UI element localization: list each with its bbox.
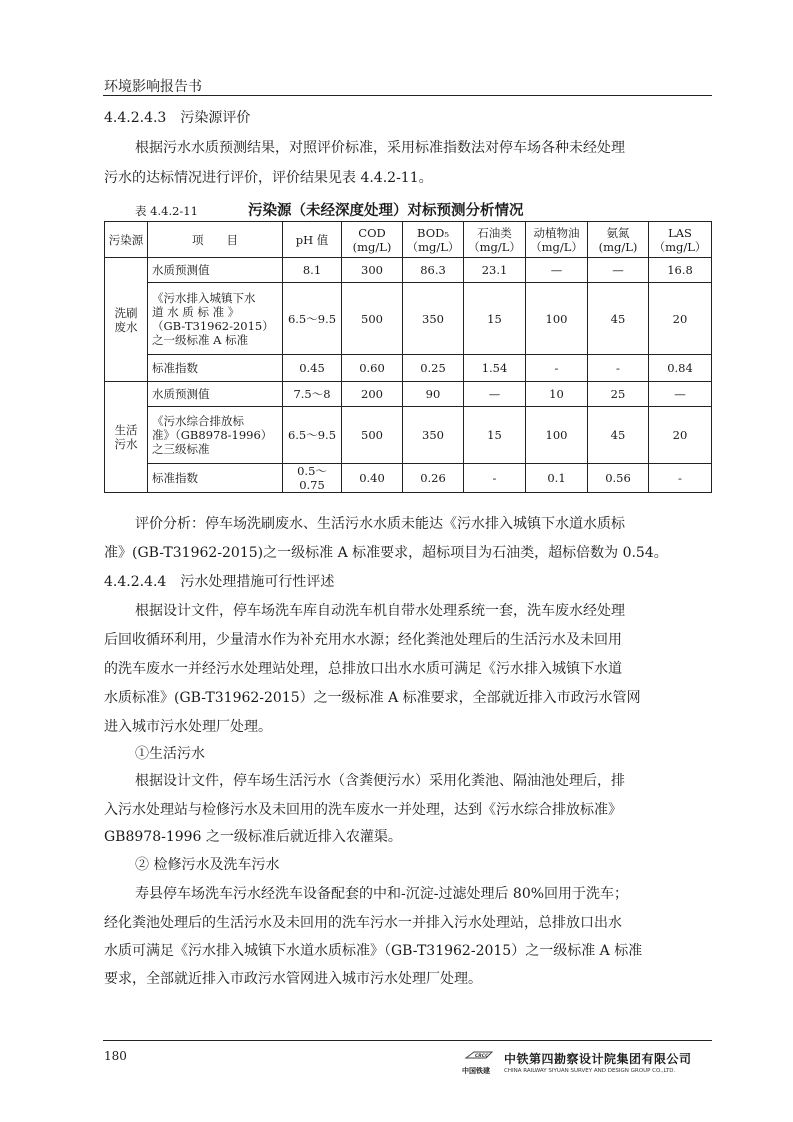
- header-rule: [103, 95, 712, 96]
- value-cell: 6.5～9.5: [283, 407, 342, 464]
- value-cell: 0.40: [342, 464, 403, 493]
- section-heading-4-4-2-4-3: 4.4.2.4.3 污染源评价: [104, 110, 251, 126]
- table-row: [105, 283, 712, 355]
- value-cell: 300: [342, 258, 403, 283]
- value-cell: 100: [526, 407, 588, 464]
- value-cell: 200: [342, 382, 403, 407]
- value-cell: 90: [403, 382, 464, 407]
- cell-text-line: 洗刷: [114, 305, 138, 320]
- paragraph-line: GB8978-1996 之一级标准后就近排入农灌渠。: [104, 829, 402, 845]
- value-cell: 350: [403, 283, 464, 355]
- paragraph-line: 根据设计文件，停车场洗车库自动洗车机自带水处理系统一套，洗车废水经处理: [135, 603, 625, 619]
- value-cell: 0.60: [342, 355, 403, 382]
- item-cell: [148, 283, 283, 355]
- paragraph-line: 进入城市污水处理厂处理。: [104, 719, 272, 735]
- header-bod5: [403, 222, 464, 258]
- value-cell: —: [649, 382, 712, 407]
- table-row: [105, 382, 712, 407]
- paragraph-line: 的洗车废水一并经污水处理站处理，总排放口出水水质可满足《污水排入城镇下水道: [104, 661, 622, 677]
- header-cod: [342, 222, 403, 258]
- value-cell: 6.5～9.5: [283, 283, 342, 355]
- paragraph-line: 污水的达标情况进行评价，评价结果见表 4.4.2-11。: [104, 170, 433, 186]
- paragraph-line: 后回收循环利用，少量清水作为补充用水水源；经化粪池处理后的生活污水及未回用: [104, 632, 622, 648]
- value-cell: -: [526, 355, 588, 382]
- footer-rule: [103, 1040, 712, 1041]
- value-cell: 45: [588, 407, 649, 464]
- cell-text-line: 生活: [114, 423, 138, 437]
- item-cell: [148, 407, 283, 464]
- cell-text-line: LAS: [668, 225, 692, 240]
- source-cell: [105, 258, 148, 382]
- table-row: [105, 407, 712, 464]
- value-cell: 500: [342, 283, 403, 355]
- paragraph-line: 要求，全部就近排入市政污水管网进入城市污水处理厂处理。: [104, 971, 482, 987]
- cell-text-line: BOD₅: [417, 225, 449, 240]
- value-cell: 0.5～0.75: [283, 464, 342, 493]
- document-header-title: 环境影响报告书: [104, 79, 202, 95]
- header-item: [148, 222, 283, 258]
- cell-text-line: (mg/L): [598, 239, 638, 254]
- item-cell: [148, 355, 283, 382]
- cell-text-line: （mg/L）: [406, 239, 460, 254]
- value-cell: 100: [526, 283, 588, 355]
- header-las: [649, 222, 712, 258]
- value-cell: 0.45: [283, 355, 342, 382]
- cell-text-line: 准》（GB8978-1996）: [152, 428, 273, 442]
- value-cell: 10: [526, 382, 588, 407]
- paragraph-line: 根据污水水质预测结果，对照评价标准，采用标准指数法对停车场各种未经处理: [135, 140, 625, 156]
- value-cell: 86.3: [403, 258, 464, 283]
- cell-text-line: pH 值: [295, 232, 329, 247]
- value-cell: 20: [649, 283, 712, 355]
- item-cell: [148, 258, 283, 283]
- value-cell: -: [588, 355, 649, 382]
- cell-text-line: 之一级标准 A 标准: [152, 332, 249, 347]
- header-ammonia-nitrogen: [588, 222, 649, 258]
- subheading-domestic-sewage: ①生活污水: [135, 746, 205, 762]
- value-cell: 350: [403, 407, 464, 464]
- subheading-maintenance-and-wash-sewage: ② 检修污水及洗车污水: [135, 857, 280, 873]
- value-cell: -: [649, 464, 712, 493]
- cell-text-line: 标准指数: [152, 361, 198, 375]
- item-cell: [148, 464, 283, 493]
- value-cell: —: [526, 258, 588, 283]
- cell-text-line: 动植物油: [533, 225, 580, 240]
- value-cell: 0.26: [403, 464, 464, 493]
- cell-text-line: 标准指数: [152, 471, 198, 485]
- cell-text-line: 石油类: [477, 225, 512, 240]
- cell-text-line: 之三级标准: [152, 442, 210, 456]
- value-cell: 16.8: [649, 258, 712, 283]
- logo-subtext: 中国铁建: [462, 1067, 490, 1075]
- header-petroleum: [464, 222, 526, 258]
- cell-text-line: 氨氮: [606, 225, 630, 240]
- cell-text-line: （mg/L）: [468, 239, 521, 254]
- cell-text-line: 《污水排入城镇下水: [152, 290, 256, 305]
- crcc-logo-icon: [464, 1049, 494, 1061]
- paragraph-line: 评价分析：停车场洗刷废水、生活污水水质未能达《污水排入城镇下水道水质标: [135, 516, 625, 532]
- value-cell: 45: [588, 283, 649, 355]
- value-cell: 0.56: [588, 464, 649, 493]
- value-cell: 25: [588, 382, 649, 407]
- value-cell: 0.25: [403, 355, 464, 382]
- item-cell: [148, 382, 283, 407]
- pollution-source-table: [104, 221, 712, 493]
- header-ph: [283, 222, 342, 258]
- page-number: 180: [104, 1049, 127, 1063]
- header-animal-plant-oil: [526, 222, 588, 258]
- value-cell: 500: [342, 407, 403, 464]
- value-cell: 7.5～8: [283, 382, 342, 407]
- value-cell: 8.1: [283, 258, 342, 283]
- paragraph-line: 准》(GB-T31962-2015)之一级标准 A 标准要求，超标项目为石油类，超标倍数为 0.54。: [104, 545, 668, 561]
- value-cell: 0.1: [526, 464, 588, 493]
- paragraph-line: 根据设计文件，停车场生活污水（含粪便污水）采用化粪池、隔油池处理后，排: [135, 773, 625, 789]
- cell-text-line: 水质预测值: [152, 263, 210, 277]
- table-row: [105, 258, 712, 283]
- cell-text-line: （mg/L）: [653, 239, 707, 254]
- value-cell: -: [464, 464, 526, 493]
- cell-text-line: 《污水综合排放标: [152, 414, 244, 428]
- paragraph-line: 水质标准》(GB-T31962-2015）之一级标准 A 标准要求，全部就近排入市政污水管网: [104, 690, 641, 706]
- value-cell: 0.84: [649, 355, 712, 382]
- cell-text-line: COD: [358, 225, 386, 240]
- table-row: [105, 464, 712, 493]
- table-title: 污染源（未经深度处理）对标预测分析情况: [248, 203, 524, 219]
- value-cell: —: [464, 382, 526, 407]
- paragraph-line: 经化粪池处理后的生活污水及未回用的洗车污水一并排入污水处理站，总排放口出水: [104, 915, 622, 931]
- value-cell: 1.54: [464, 355, 526, 382]
- source-cell: [105, 382, 148, 493]
- cell-text-line: （GB-T31962-2015）: [152, 318, 274, 333]
- table-header-row: [105, 222, 712, 258]
- table-number: 表 4.4.2-11: [135, 204, 198, 218]
- company-name-en: CHINA RAILWAY SIYUAN SURVEY AND DESIGN GROUP CO.,LTD.: [504, 1068, 676, 1074]
- header-source: [105, 222, 148, 258]
- cell-text-line: 污水: [114, 437, 138, 451]
- logo-mark-text: CRCC: [475, 1054, 489, 1059]
- value-cell: 23.1: [464, 258, 526, 283]
- value-cell: 15: [464, 283, 526, 355]
- value-cell: 20: [649, 407, 712, 464]
- cell-text-line: 水质预测值: [152, 387, 210, 401]
- paragraph-line: 入污水处理站与检修污水及未回用的洗车废水一并处理，达到《污水综合排放标准》: [104, 802, 622, 818]
- paragraph-line: 寿县停车场洗车污水经洗车设备配套的中和-沉淀-过滤处理后 80%回用于洗车；: [135, 886, 629, 902]
- table-row: [105, 355, 712, 382]
- cell-text-line: 污染源: [108, 232, 144, 247]
- cell-text-line: 道 水 质 标 准 》: [152, 304, 240, 319]
- cell-text-line: 废水: [114, 319, 138, 334]
- value-cell: —: [588, 258, 649, 283]
- cell-text-line: (mg/L): [352, 239, 392, 254]
- value-cell: 15: [464, 407, 526, 464]
- company-name-cn: 中铁第四勘察设计院集团有限公司: [504, 1052, 692, 1066]
- paragraph-line: 水质可满足《污水排入城镇下水道水质标准》（GB-T31962-2015）之一级标准 A 标准: [104, 943, 643, 959]
- section-heading-4-4-2-4-4: 4.4.2.4.4 污水处理措施可行性评述: [104, 574, 335, 590]
- cell-text-line: 项 目: [192, 232, 238, 247]
- cell-text-line: （mg/L）: [530, 239, 583, 254]
